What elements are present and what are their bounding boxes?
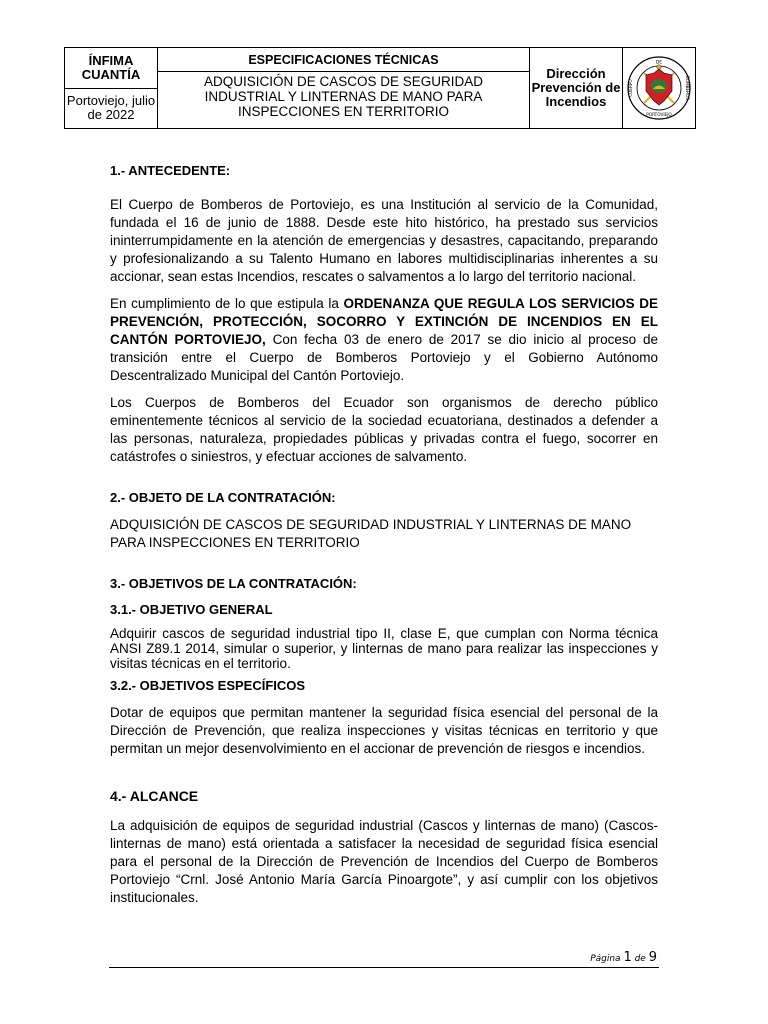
page-word: Página bbox=[590, 954, 621, 964]
seal-text-bottom: PORTOVIEJO bbox=[646, 112, 672, 117]
section-4-paragraph: La adquisición de equipos de seguridad industrial (Cascos y linternas de mano) (Cascos-linternas de mano) está orientada a satisfacer la necesidad de seguridad física esencial para el personal de la Dirección de Prevención de Incendios del Cuerpo de Bomberos Portoviejo “Crnl. José Antonio María García Pinoargote”, y así cumplir con los objetivos institucionales. bbox=[110, 818, 658, 905]
of-word: de bbox=[634, 954, 646, 964]
logo-cell bbox=[623, 48, 696, 129]
ordinance-name: ORDENANZA QUE REGULA LOS SERVICIOS DE PREVENCIÓN, PROTECCIÓN, SOCORRO Y EXTINCIÓN DE INCENDIOS EN EL CANTÓN PORTOVIEJO, bbox=[110, 296, 658, 347]
place-date-cell bbox=[65, 88, 158, 129]
section-2-paragraph: ADQUISICIÓN DE CASCOS DE SEGURIDAD INDUSTRIAL Y LINTERNAS DE MANO PARA INSPECCIONES EN TERRITORIO bbox=[110, 517, 632, 550]
modality-label: ÍNFIMA CUANTÍA bbox=[81, 52, 141, 82]
seal-text-top: DE bbox=[655, 60, 663, 66]
section-1-heading: 1.- ANTECEDENTE: bbox=[110, 163, 231, 178]
page-current: 1 bbox=[623, 950, 632, 965]
section-3-1-paragraph: Adquirir cascos de seguridad industrial tipo II, clase E, que cumplan con Norma técnica ANSI Z89.1 2014, simular o superior, y linternas de mano para realizar las inspecciones y visitas técnicas en el territorio. bbox=[110, 626, 658, 671]
document-header bbox=[64, 47, 696, 129]
section-2-heading: 2.- OBJETO DE LA CONTRATACIÓN: bbox=[110, 490, 336, 505]
page-total: 9 bbox=[648, 950, 657, 965]
footer-divider bbox=[109, 967, 659, 968]
section-3-2-heading: 3.2.- OBJETIVOS ESPECÍFICOS bbox=[110, 678, 306, 693]
title-cell bbox=[158, 48, 530, 129]
bomberos-seal-logo bbox=[626, 55, 692, 121]
section-1-paragraph-3: Los Cuerpos de Bomberos del Ecuador son organismos de derecho público eminentemente técnicos al servicio de la sociedad ecuatoriana, destinados a defender a las personas, naturaleza, propiedades públicas y privadas contra el fuego, socorrer en catástrofes o siniestros, y efectuar acciones de salvamento. bbox=[110, 395, 658, 464]
paragraph-2-intro: En cumplimiento de lo que estipula la bbox=[110, 296, 344, 311]
page-number bbox=[590, 950, 657, 965]
seal-text-right: BOMBEROS bbox=[685, 75, 690, 101]
spec-title: ESPECIFICACIONES TÉCNICAS bbox=[158, 53, 529, 72]
place-date-label: Portoviejo, julio de 2022 bbox=[66, 93, 156, 123]
section-4-heading: 4.- ALCANCE bbox=[110, 788, 199, 804]
seal-text-left: CUERPO bbox=[628, 79, 633, 97]
section-3-2-paragraph: Dotar de equipos que permitan mantener la seguridad física esencial del personal de la Dirección de Prevención, que realiza inspecciones y visitas técnicas en territorio y que permitan un mejor desenvolvimiento en el accionar de prevención de riesgos e incendios. bbox=[110, 705, 658, 756]
section-3-heading: 3.- OBJETIVOS DE LA CONTRATACIÓN: bbox=[110, 576, 357, 591]
section-3-1-heading: 3.1.- OBJETIVO GENERAL bbox=[110, 602, 273, 617]
modality-cell bbox=[65, 48, 158, 89]
department-cell bbox=[530, 48, 623, 129]
section-1-paragraph-2 bbox=[110, 295, 658, 385]
subject-title: ADQUISICIÓN DE CASCOS DE SEGURIDAD INDUSTRIAL Y LINTERNAS DE MANO PARA INSPECCIONES EN TERRITORIO bbox=[203, 74, 484, 119]
section-1-paragraph-1: El Cuerpo de Bomberos de Portoviejo, es una Institución al servicio de la Comunidad, fundada el 16 de junio de 1888. Desde este hito histórico, ha prestado sus servicios ininterrumpidamente en la atención de emergencias y desastres, capacitando, preparando y profesionalizando a su Talento Humano en labores multidisciplinarias inherentes a su accionar, sean estas Incendios, rescates o salvamentos a lo largo del territorio nacional. bbox=[110, 197, 658, 284]
department-label: Dirección Prevención de Incendios bbox=[531, 66, 621, 109]
paragraph-2-rest: Con fecha 03 de enero de 2017 se dio inicio al proceso de transición entre el Cuerpo de Bomberos Portoviejo y el Gobierno Autónomo Descentralizado Municipal del Cantón Portoviejo. bbox=[110, 332, 658, 383]
document-body bbox=[110, 163, 658, 907]
